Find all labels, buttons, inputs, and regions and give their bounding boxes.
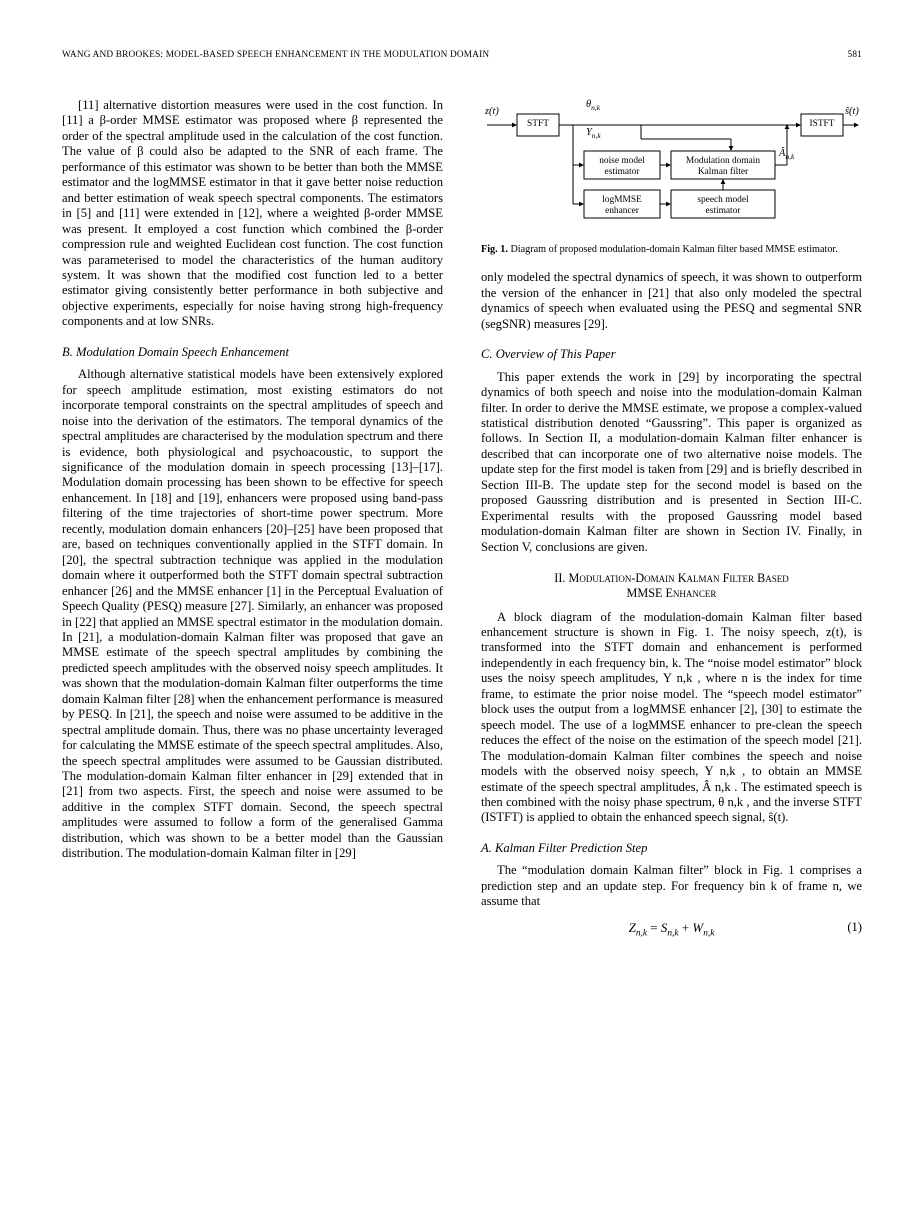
figure-1-caption bbox=[481, 244, 862, 256]
equation-1-body: $Z_{n,k} = S_{n,k} + W_{n,k}$ bbox=[628, 919, 715, 939]
block-speech-model-estimator-label bbox=[671, 195, 775, 217]
figure-input-label: z(t) bbox=[485, 106, 499, 117]
right-column bbox=[481, 98, 862, 944]
noise-model-line1: noise model bbox=[599, 156, 645, 166]
left-paragraph-2: Although alternative statistical models have been extensively explored for speech amplitude estimation, most existing estimators do not incorporate temporal constraints on the spectral amplitudes of speech and noise into the derivation of the estimators. The temporal dynamics of the spectral amplitudes are characterised by the modulation spectrum and there is evidence, both physiological and psychoacoustic, to support the significance of the modulation domain in speech processing [13]–[17]. Modulation domain processing has been shown to be effective for speech enhancement. In [18] and [19], enhancers were proposed using band-pass filtering of the time trajectories of short-time power spectrum. More recently, modulation domain enhancers [20]–[25] have been proposed that are, based on techniques conventionally applied in the STFT domain. In [20], the spectral subtraction technique was applied in the modulation domain where it outperformed both the STFT domain spectral subtraction enhancer [26] and the MMSE enhancer [1] in the Perceptual Evaluation of Speech Quality (PESQ) measure [27]. Similarly, an enhancer was proposed in [22] that applied an MMSE spectral estimator in the modulation domain. In [21], a modulation-domain Kalman filter was proposed that gave an MMSE estimate of the speech spectral amplitudes by combining the predicted speech amplitudes with the observed noisy speech amplitudes. It was shown that the modulation-domain Kalman filter outperforms the time domain Kalman filter [28] when the enhancement performance is measured by PESQ. In [21], the speech and noise were assumed to be additive in the spectral amplitude domain. Thus, there was no phase uncertainty leveraged for calculating the MMSE estimate of the speech spectral amplitudes. Also, the speech spectral amplitudes were assumed to be Gaussian distributed. The modulation-domain Kalman filter enhancer in [29] extended that in [21] from two aspects. First, the speech and noise were assumed to be additive in the complex STFT domain. Second, the speech spectral amplitudes were assumed to follow a form of the generalised Gamma distribution, which was shown to be a better model than the Gaussian distribution. The modulation-domain Kalman filter in [29] bbox=[62, 367, 443, 861]
right-paragraph-4: The “modulation domain Kalman filter” block in Fig. 1 comprises a prediction step and an update step. For frequency bin k of frame n, we assume that bbox=[481, 863, 862, 909]
section-heading-a: A. Kalman Filter Prediction Step bbox=[481, 840, 648, 855]
figure-estimate-label: $Â_{n,k}$ bbox=[779, 148, 795, 162]
equation-1-number: (1) bbox=[847, 919, 862, 934]
right-paragraph-2: This paper extends the work in [29] by incorporating the spectral dynamics of both speech and noise into the modulation-domain Kalman filter. In order to derive the MMSE estimate, we propose a complex-valued statistical distribution denoted “Gaussring”. This paper is organized as follows. In Section II, a modulation-domain Kalman filter enhancer is described that can incorporate one of two alternative noise models. The update step for the first model is taken from [29] and is briefly described in Section III-B. The update step for the second model is based on the proposed Gaussring distribution and is presented in Section III-C. Experimental results with the proposed Gaussring model based modulation-domain Kalman filter are shown in Section IV. Finally, in Section V, conclusions are given. bbox=[481, 369, 862, 554]
figure-caption-label: Fig. 1. bbox=[481, 244, 508, 255]
figure-magnitude-label: $Y_{n,k}$ bbox=[586, 127, 601, 141]
kalman-line1: Modulation domain bbox=[685, 156, 761, 166]
section-heading-c: C. Overview of This Paper bbox=[481, 347, 616, 362]
equation-1 bbox=[481, 920, 862, 942]
block-logmmse-enhancer-label bbox=[584, 195, 660, 217]
block-noise-model-estimator-label bbox=[584, 156, 660, 178]
page-number: 581 bbox=[847, 50, 862, 60]
section-heading-ii bbox=[481, 571, 862, 601]
speech-model-line1: speech model bbox=[697, 195, 749, 205]
kalman-line2: Kalman filter bbox=[697, 167, 749, 177]
section-heading-ii-line2: MMSE Enhancer bbox=[626, 586, 717, 601]
speech-model-line2: estimator bbox=[705, 206, 741, 216]
left-column bbox=[62, 98, 443, 862]
block-kalman-filter-label bbox=[671, 156, 775, 178]
right-paragraph-1: only modeled the spectral dynamics of speech, it was shown to outperform the version of the enhancer in [21] that also only modeled the spectral dynamics of speech when evaluated using the PESQ and segmental SNR (segSNR) measures [29]. bbox=[481, 270, 862, 331]
noise-model-line2: estimator bbox=[604, 167, 640, 177]
block-istft-label: ISTFT bbox=[809, 119, 835, 129]
section-heading-b: B. Modulation Domain Speech Enhancement bbox=[62, 344, 289, 359]
figure-output-label: ŝ(t) bbox=[845, 106, 859, 117]
logmmse-line1: logMMSE bbox=[602, 195, 642, 205]
section-heading-ii-line1: II. Modulation-Domain Kalman Filter Based bbox=[554, 571, 789, 586]
figure-phase-label: $\theta_{n,k}$ bbox=[586, 99, 601, 113]
block-stft-label: STFT bbox=[527, 119, 549, 129]
figure-caption-text: Diagram of proposed modulation-domain Kalman filter based MMSE estimator. bbox=[510, 244, 838, 255]
right-paragraph-3: A block diagram of the modulation-domain Kalman filter based enhancement structure is shown in Fig. 1. The noisy speech, z(t), is transformed into the STFT domain and enhancement is performed independently in each frequency bin, k. The “noise model estimator” block uses the noisy speech amplitudes, Y n,k , where n is the index for time frame, to estimate the prior noise model. The “speech model estimator” block uses the output from a logMMSE enhancer [2], [30] to estimate the speech model. The use of a logMMSE enhancer to pre-clean the speech reduces the effect of the noise on the estimation of the speech model [21]. The modulation-domain Kalman filter combines the speech and noise models with the observed noisy speech, Y n,k , to obtain an MMSE estimate of the speech spectral amplitudes, Â n,k . The estimated speech is then combined with the noisy phase spectrum, θ n,k , and the inverse STFT (ISTFT) is applied to obtain the enhanced speech signal, ŝ(t). bbox=[481, 609, 862, 825]
figure-1 bbox=[481, 98, 862, 240]
running-head bbox=[62, 50, 862, 60]
logmmse-line2: enhancer bbox=[605, 206, 639, 216]
left-paragraph-1: [11] alternative distortion measures were used in the cost function. In [11] a β-order MMSE estimator was proposed where β represented the order of the spectral amplitude used in the calculation of the cost function. The value of β could also be adapted to the SNR of each frame. The performance of this estimator was shown to be better than both the MMSE estimator and the logMMSE estimator in that it gave better noise reduction and better estimation of weak speech spectral components. The estimators in [5] and [11] were extended in [12], where a weighted β-order MMSE was present. It employed a cost function which combined the β-order compression rule and weighted Euclidean cost function. The cost function was parameterised to model the characteristics of the human auditory system. It was shown that the modified cost function led to a better estimator giving consistently better performance in both subjective and objective experiments, especially for noise having strong high-frequency components and at low SNRs. bbox=[62, 98, 443, 329]
running-head-title: WANG AND BROOKES: MODEL-BASED SPEECH ENHANCEMENT IN THE MODULATION DOMAIN bbox=[62, 50, 490, 60]
